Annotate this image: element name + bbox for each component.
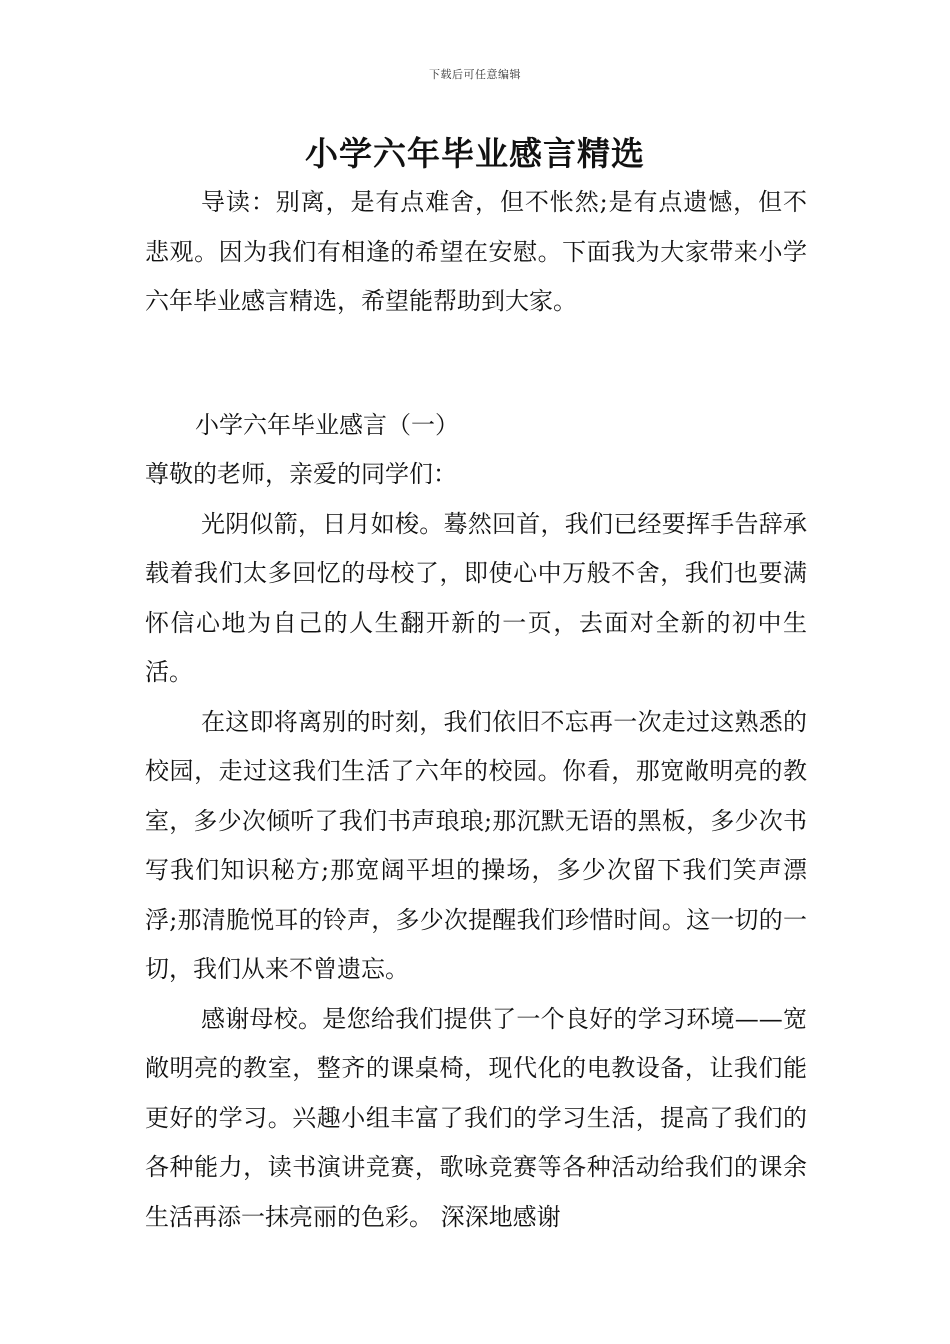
section-heading: 小学六年毕业感言（一）: [195, 410, 459, 439]
header-note: 下载后可任意编辑: [429, 68, 521, 81]
document-body: [145, 178, 807, 1242]
body-paragraph: 在这即将离别的时刻，我们依旧不忘再一次走过这熟悉的校园，走过这我们生活了六年的校园。你看，那宽敞明亮的教室，多少次倾听了我们书声琅琅;那沉默无语的黑板，多少次书写我们知识秘方;那宽阔平坦的操场，多少次留下我们笑声漂浮;那清脆悦耳的铃声，多少次提醒我们珍惜时间。这一切的一切，我们从来不曾遗忘。: [145, 707, 807, 983]
section-spacer: [145, 327, 807, 401]
intro-paragraph: 导读：别离，是有点难舍，但不怅然;是有点遗憾，但不悲观。因为我们有相逢的希望在安慰。下面我为大家带来小学六年毕业感言精选，希望能帮助到大家。: [145, 188, 807, 315]
salutation: 尊敬的老师，亲爱的同学们：: [145, 460, 457, 488]
document-title: 小学六年毕业感言精选: [305, 134, 645, 173]
body-paragraph: 光阴似箭，日月如梭。蓦然回首，我们已经要挥手告辞承载着我们太多回忆的母校了，即使心中万般不舍，我们也要满怀信心地为自己的人生翻开新的一页，去面对全新的初中生活。: [145, 509, 807, 686]
body-paragraph: 感谢母校。是您给我们提供了一个良好的学习环境——宽敞明亮的教室，整齐的课桌椅，现代化的电教设备，让我们能更好的学习。兴趣小组丰富了我们的学习生活，提高了我们的各种能力，读书演讲竞赛，歌咏竞赛等各种活动给我们的课余生活再添一抹亮丽的色彩。 深深地感谢: [145, 1004, 807, 1231]
